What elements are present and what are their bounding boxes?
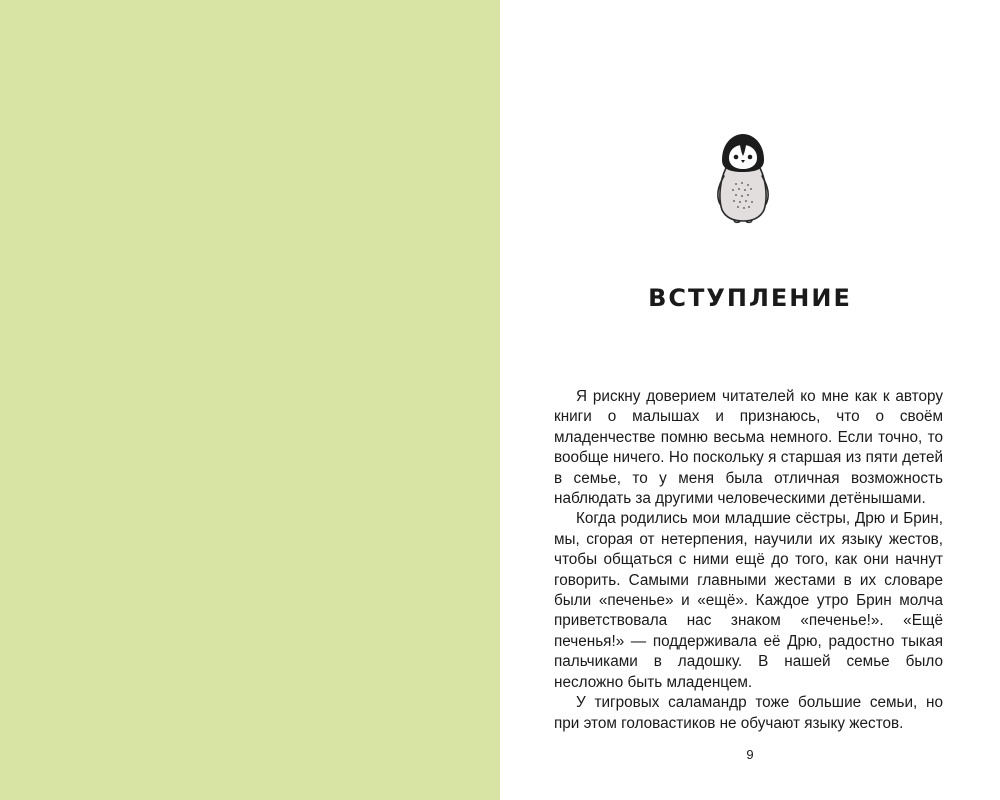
paragraph-1: Я рискну доверием читателей ко мне как к автору книги о малышах и признаюсь, что о своём младенчестве помню весьма немного. Если точно, то вообще ничего. Но поскольку я старшая из пяти детей в семье, то у меня была отличная возможность наблюдать за другими человеческими детёнышами. xyxy=(554,388,943,508)
page-number: 9 xyxy=(746,747,754,762)
chapter-body-text xyxy=(554,387,943,734)
right-page xyxy=(500,0,1000,800)
baby-penguin-icon xyxy=(712,128,774,224)
paragraph-3: У тигровых саламандр тоже большие семьи, но при этом головастиков не обучают языку жестов. xyxy=(554,694,943,732)
chapter-title: ВСТУПЛЕНИЕ xyxy=(648,284,852,312)
paragraph-2: Когда родились мои младшие сёстры, Дрю и Брин, мы, сгорая от нетерпения, научили их языку жестов, чтобы общаться с ними ещё до того, как они начнут говорить. Самыми главными жестами в их словаре были «печенье» и «ещё». Каждое утро Брин молча приветствовала нас знаком «печенье!». «Ещё печенья!» — поддерживала её Дрю, радостно тыкая пальчиками в ладошку. В нашей семье было несложно быть младенцем. xyxy=(554,510,943,691)
